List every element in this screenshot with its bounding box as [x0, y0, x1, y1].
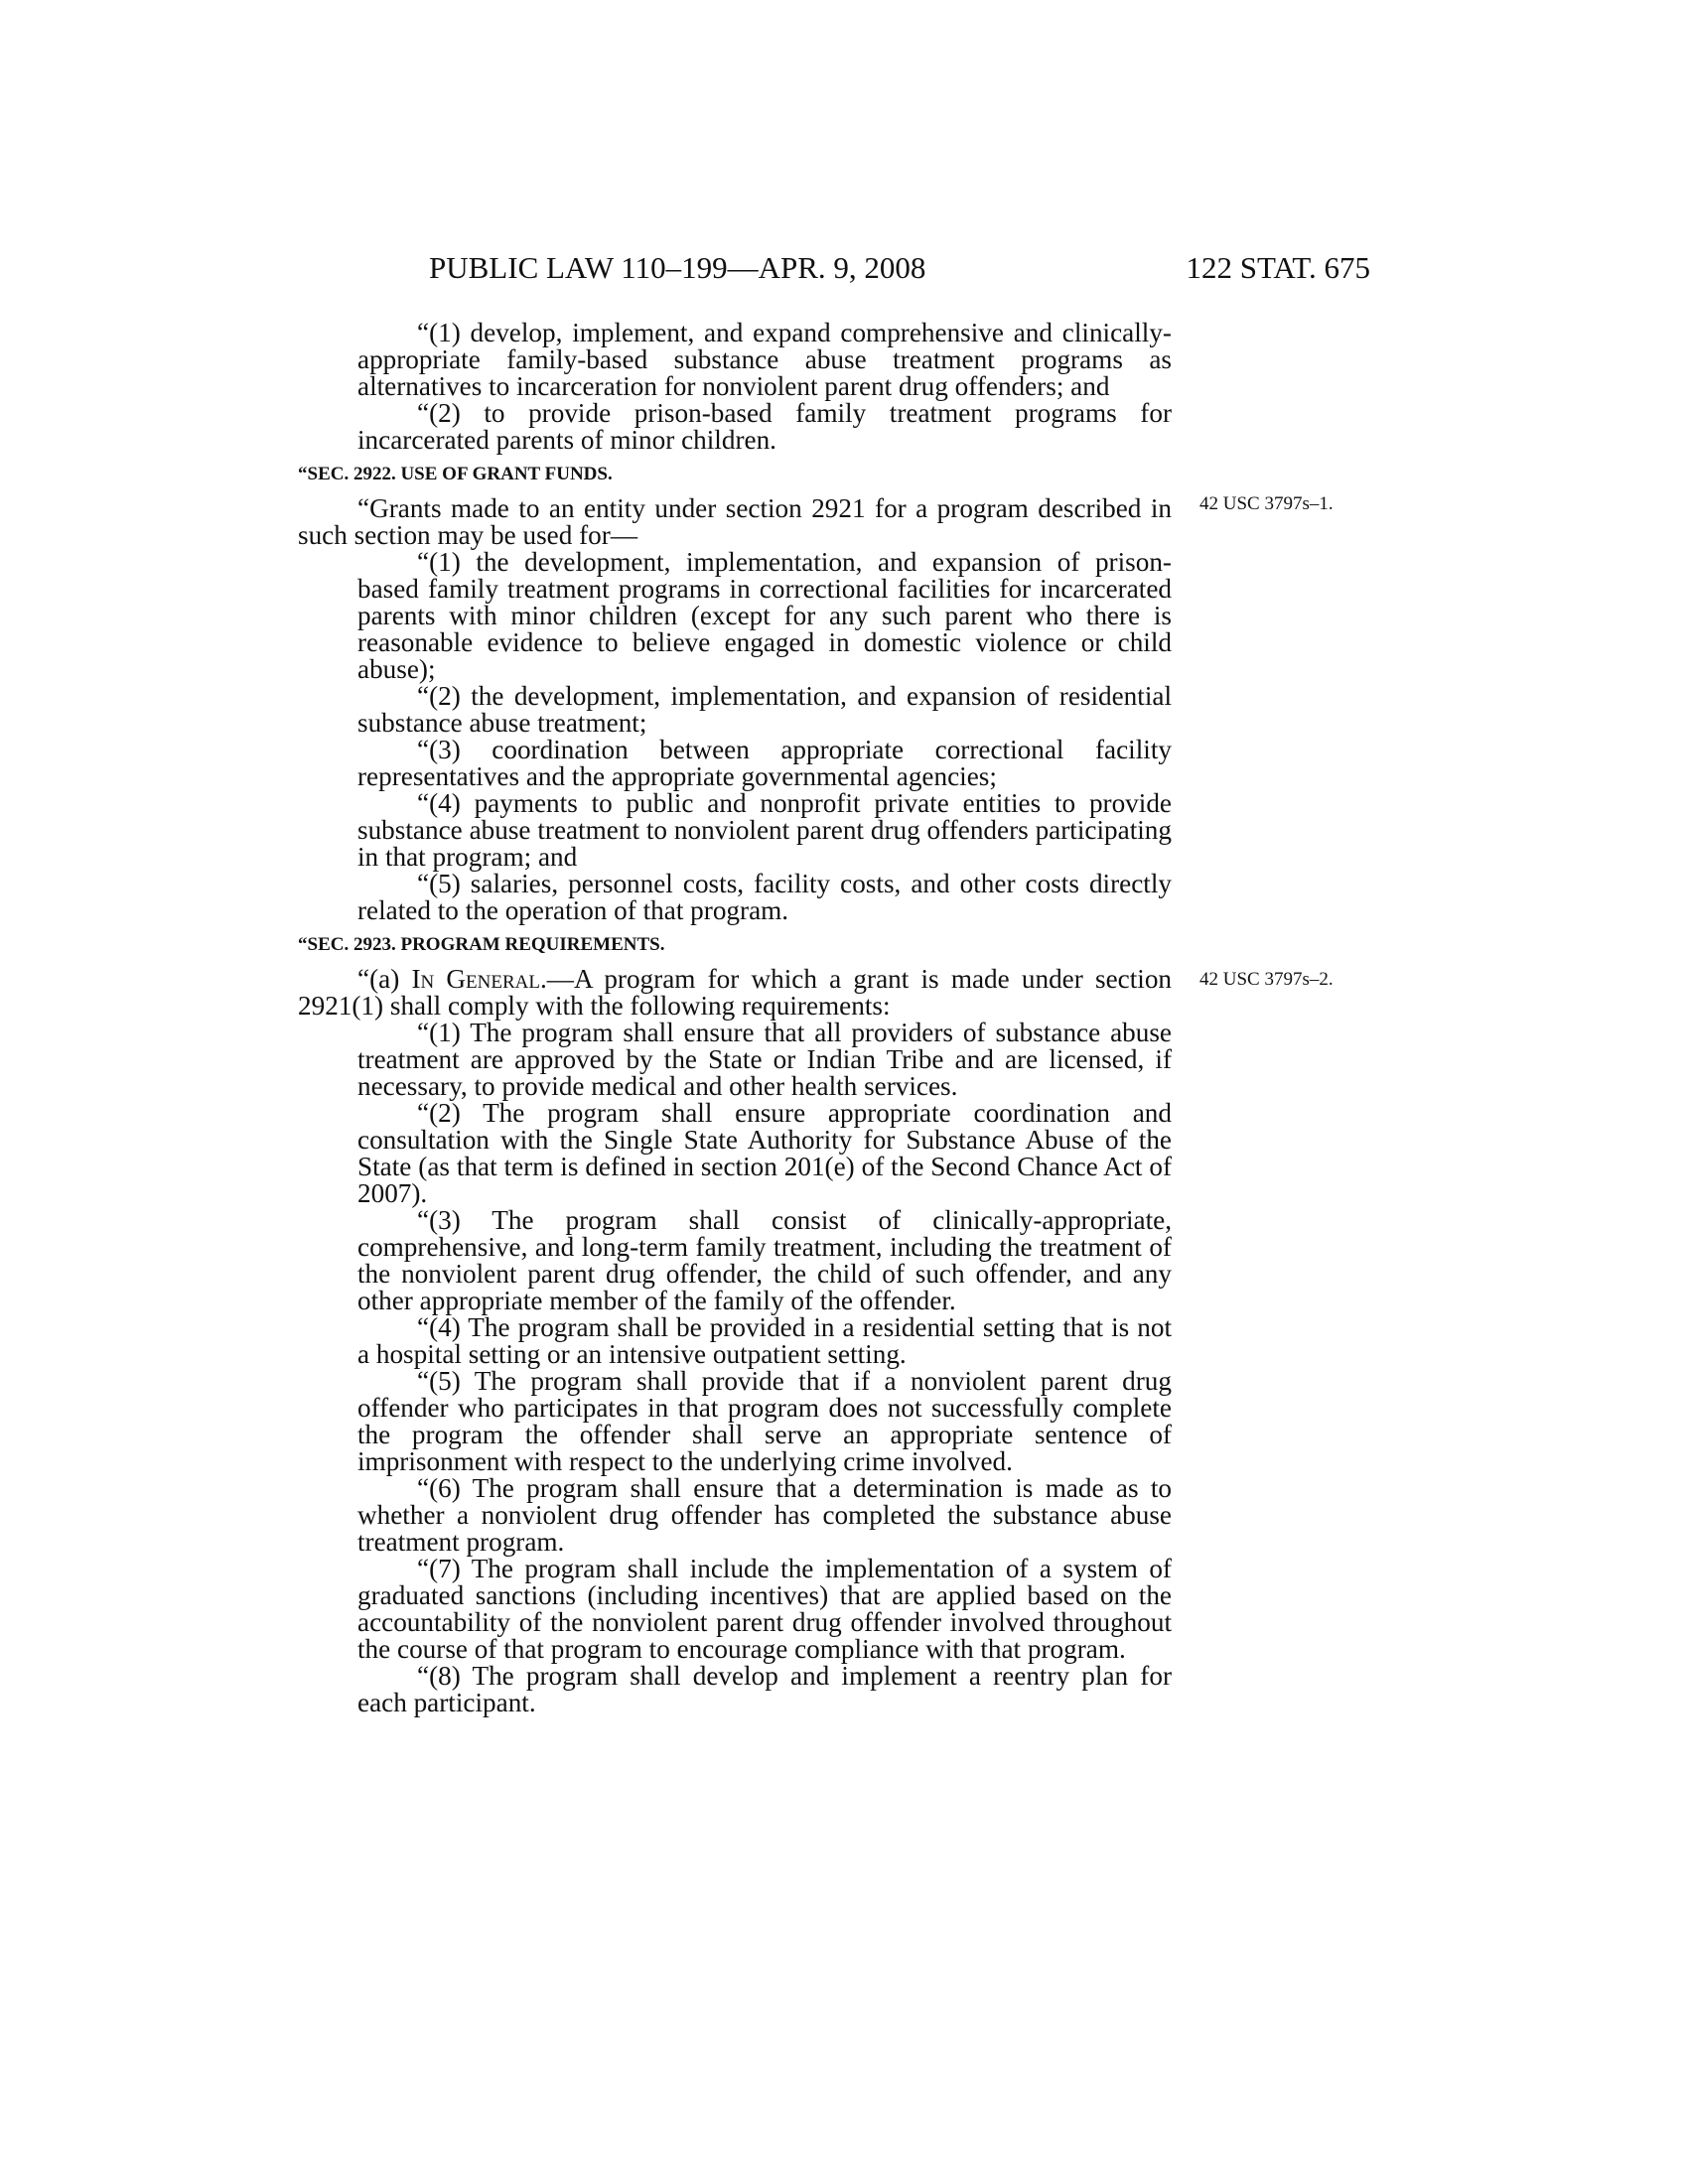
intro-item: “(1) develop, implement, and expand comprehensive and clinically-appropriate family-based substance abuse treatment programs as alternatives to incarceration for nonviolent parent drug offenders; and — [357, 318, 1172, 401]
section-2923-item: “(4) The program shall be provided in a residential setting that is not a hospital setting or an intensive outpatient setting. — [357, 1312, 1172, 1369]
page-header — [298, 250, 1370, 290]
section-2923-lead — [298, 966, 1172, 1020]
header-stat-page: 122 STAT. 675 — [1186, 250, 1370, 285]
section-2922-lead: “Grants made to an entity under section 2921 for a program described in such section may be used for— — [298, 493, 1172, 550]
subsection-a-text: .—A program for which a grant is made under section 2921(1) shall comply with the following requirements: — [298, 964, 1173, 1021]
section-2922-item: “(4) payments to public and nonprofit private entities to provide substance abuse treatment to nonviolent parent drug offenders participating in that program; and — [357, 788, 1172, 872]
intro-item: “(2) to provide prison-based family treatment programs for incarcerated parents of minor children. — [357, 398, 1172, 455]
subsection-a-caption: In General — [411, 964, 540, 994]
section-2923-item: “(2) The program shall ensure appropriate coordination and consultation with the Single State Authority for Substance Abuse of the State (as that term is defined in section 201(e) of the Second Chance Act of 2007). — [357, 1098, 1172, 1208]
subsection-a-prefix: “(a) — [357, 964, 412, 994]
section-2922-item: “(3) coordination between appropriate correctional facility representatives and the appropriate governmental agencies; — [357, 735, 1172, 791]
section-heading-2923: “SEC. 2923. PROGRAM REQUIREMENTS. — [298, 934, 665, 955]
section-2923-item: “(1) The program shall ensure that all providers of substance abuse treatment are approved by the State or Indian Tribe and are licensed, if necessary, to provide medical and other health services. — [357, 1018, 1172, 1101]
section-2923-item: “(8) The program shall develop and implement a reentry plan for each participant. — [357, 1661, 1172, 1717]
section-2923-item: “(6) The program shall ensure that a determination is made as to whether a nonviolent drug offender has completed the substance abuse treatment program. — [357, 1473, 1172, 1557]
body-text — [298, 320, 1172, 1716]
section-2922-item: “(1) the development, implementation, and expansion of prison-based family treatment programs in correctional facilities for incarcerated parents with minor children (except for any such parent who there is reasonable evidence to believe engaged in domestic violence or child abuse); — [357, 547, 1172, 684]
section-2923-item: “(5) The program shall provide that if a nonviolent parent drug offender who participates in that program does not successfully complete the program the offender shall serve an appropriate sentence of imprisonment with respect to the underlying crime involved. — [357, 1366, 1172, 1476]
margin-note-usc-3797s-1: 42 USC 3797s–1. — [1199, 493, 1334, 514]
section-2922-item: “(2) the development, implementation, and expansion of residential substance abuse treatment; — [357, 681, 1172, 738]
section-2923-item: “(3) The program shall consist of clinically-appropriate, comprehensive, and long-term family treatment, including the treatment of the nonviolent parent drug offender, the child of such offender, and any other appropriate member of the family of the offender. — [357, 1205, 1172, 1315]
section-2923-item: “(7) The program shall include the implementation of a system of graduated sanctions (including incentives) that are applied based on the accountability of the nonviolent parent drug offender involved throughout the course of that program to encourage compliance with that program. — [357, 1554, 1172, 1664]
section-2922-item: “(5) salaries, personnel costs, facility costs, and other costs directly related to the operation of that program. — [357, 869, 1172, 925]
margin-note-usc-3797s-2: 42 USC 3797s–2. — [1199, 969, 1334, 990]
header-title: PUBLIC LAW 110–199—APR. 9, 2008 — [429, 250, 926, 285]
section-heading-2922: “SEC. 2922. USE OF GRANT FUNDS. — [298, 464, 613, 484]
